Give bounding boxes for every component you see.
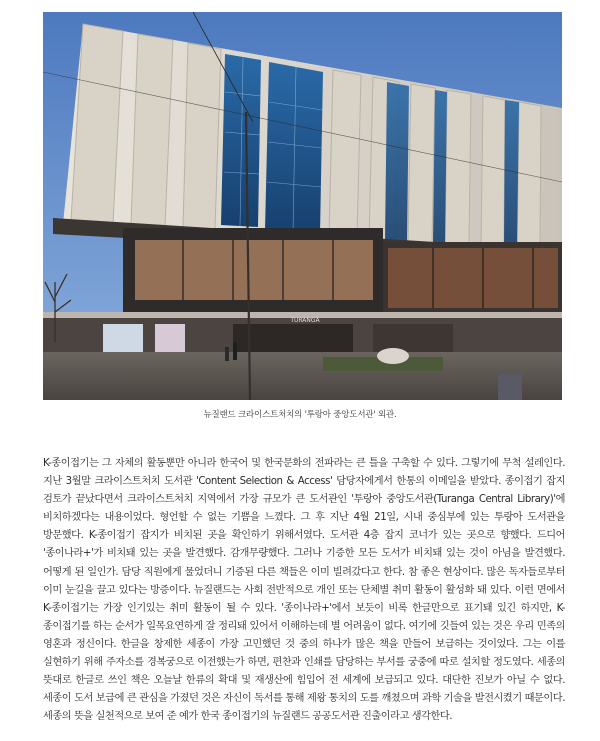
photo-caption: 뉴질랜드 크라이스트처치의 '투랑아 중앙도서관' 외관.	[203, 410, 397, 420]
article-paragraph: K-종이접기는 그 자체의 활동뿐만 아니라 한국어 및 한국문화의 전파라는 큰 틀을 구축할 수 있다. 그렇기에 무척 설레인다. 지난 3월말 크라이스트처치 도서관 'Content Selection & Access' 담당자에게서 한통의 이메일을 받았다. 종이접기 잡지 검토가 끝났다면서 크라이스트처치 지역에서 가장 규모가 큰 도서관인 '투랑아 중앙도서관(Turanga Central Library)'에 비치하겠다는 내용이었다. 형언할 수 없는 기쁨을 느꼈다. 그 후 지난 4월 21일, 시내 중심부에 있는 투랑아 도서관을 방문했다. K-종이접기 잡지가 비치된 곳을 확인하기 위해서였다. 도서관 4층 잡지 코너가 있는 곳으로 향했다. 드디어 '종이나라+'가 비치돼 있는 곳을 발견했다. 감개무량했다. 그러나 기증한 모든 도서가 비치돼 있는 것이 아님을 발견했다. 어떻게 된 일인가. 담당 직원에게 물었더니 기증된 다른 책들은 이미 빌려갔다고 한다. 참 좋은 현상이다. 많은 독자들로부터 이미 눈길을 끌고 있다는 방증이다. 뉴질랜드는 사회 전반적으로 개인 또는 단체별 취미 활동이 활성화 돼 있다. 이런 면에서 K-종이접기는 가장 인기있는 취미 활동이 될 수 있다. '종이나라+'에서 보듯이 비록 한글만으로 표기돼 있긴 하지만, K-종이접기를 하는 순서가 일목요연하게 잘 정리돼 있어서 이해하는데 별 어려움이 없다. 여기에 깃들여 있는 것은 우리 민족의 영혼과 정신이다. 한글을 창제한 세종이 가장 고민했던 것 중의 하나가 많은 책을 만들어 보급하는 것이었다. 그는 이를 실현하기 위해 주자소를 경복궁으로 이전했는가 하면, 편찬과 인쇄를 담당하는 부서를 궁중에 따로 설치할 정도였다. 세종의 뜻대로 한글로 쓰인 책은 오늘날 한류의 확대 및 재생산에 힘입어 전 세계에 보급되고 있다. 대단한 진보가 아닐 수 없다. 세종이 도서 보급에 큰 관심을 가졌던 것은 자신이 독서를 통해 제왕 통치의 도를 깨쳤으며 과학 기술을 발전시켰기 때문이다. 세종의 뜻을 실천적으로 보여 준 예가 한국 종이접기의 뉴질랜드 공공도서관 진출이라고 생각한다.	[43, 458, 565, 723]
article-body	[43, 455, 565, 726]
library-photo	[43, 12, 562, 400]
turanga-sign: TURANGA	[290, 317, 320, 324]
library-building-illustration	[43, 12, 562, 400]
